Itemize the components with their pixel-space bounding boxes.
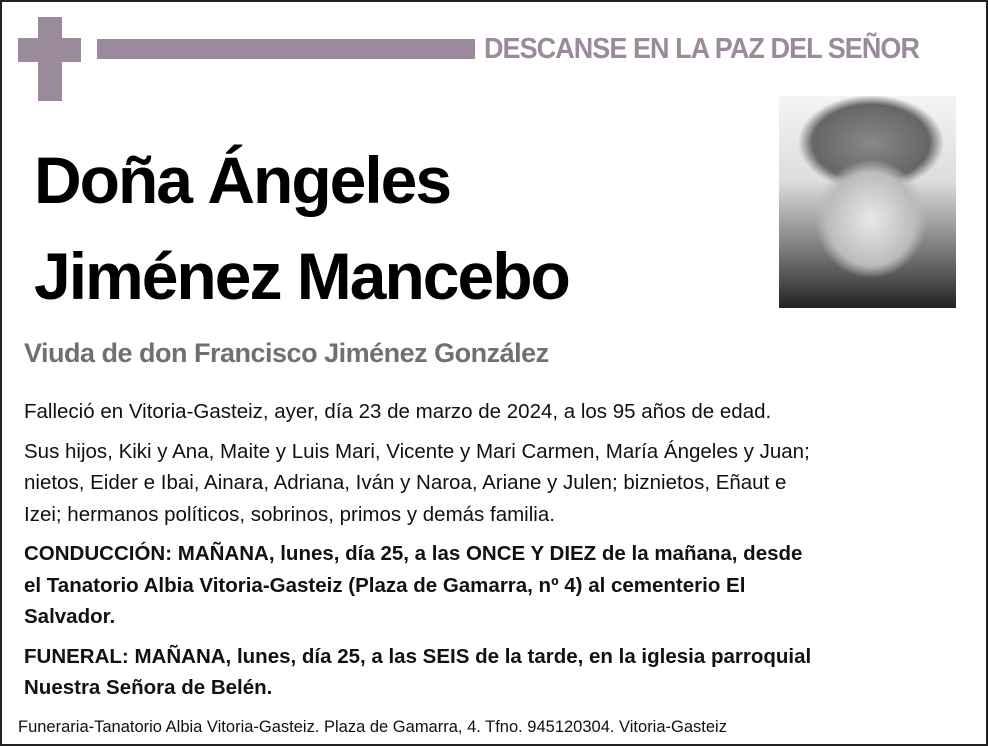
text-line: Sus hijos, Kiki y Ana, Maite y Luis Mari, Vicente y Mari Carmen, María Ángeles y Juan; xyxy=(24,439,810,463)
deceased-name xyxy=(34,132,569,324)
text-line: Falleció en Vitoria-Gasteiz, ayer, día 23 de marzo de 2024, a los 95 años de edad. xyxy=(24,400,772,423)
funeral-home-footer: Funeraria-Tanatorio Albia Vitoria-Gasteiz. Plaza de Gamarra, 4. Tfno. 945120304. Vitoria-Gasteiz xyxy=(18,718,727,736)
text-line: FUNERAL: MAÑANA, lunes, día 25, a las SEIS de la tarde, en la iglesia parroquial xyxy=(24,644,812,668)
text-line: nietos, Eider e Ibai, Ainara, Adriana, Iván y Naroa, Ariane y Julen; biznietos, Eñaut e xyxy=(24,471,787,494)
text-line: CONDUCCIÓN: MAÑANA, lunes, día 25, a las ONCE Y DIEZ de la mañana, desde xyxy=(24,542,803,565)
name-line-1: Doña Ángeles xyxy=(34,143,451,217)
notice-body xyxy=(24,396,964,712)
portrait-photo xyxy=(779,96,956,308)
text-line: Salvador. xyxy=(24,605,116,628)
text-line: Izei; hermanos políticos, sobrinos, primos y demás familia. xyxy=(24,502,555,526)
funeral-paragraph xyxy=(24,641,964,704)
tagline: DESCANSE EN LA PAZ DEL SEÑOR xyxy=(484,33,920,65)
text-line: el Tanatorio Albia Vitoria-Gasteiz (Plaza de Gamarra, nº 4) al cementerio El xyxy=(24,573,746,597)
conduccion-paragraph xyxy=(24,538,964,633)
header-rule xyxy=(97,39,475,59)
family-paragraph xyxy=(24,436,964,531)
death-paragraph xyxy=(24,396,964,428)
text-line: Nuestra Señora de Belén. xyxy=(24,676,273,699)
widow-subtitle: Viuda de don Francisco Jiménez González xyxy=(24,338,549,368)
name-line-2: Jiménez Mancebo xyxy=(34,239,569,313)
